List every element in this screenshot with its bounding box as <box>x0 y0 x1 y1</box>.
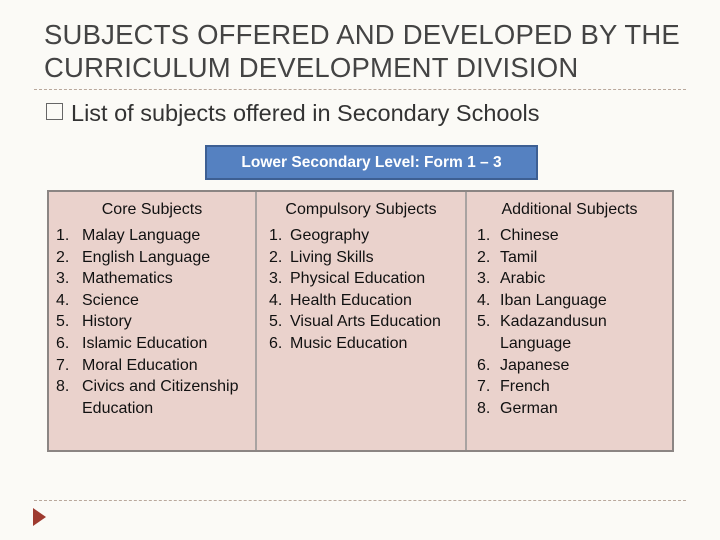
bullet-text: List of subjects offered in Secondary Schools <box>71 100 540 126</box>
slide-title: SUBJECTS OFFERED AND DEVELOPED BY THE CURRICULUM DEVELOPMENT DIVISION <box>44 19 680 83</box>
core-subjects-column <box>49 192 255 450</box>
list-item: 1. Geography <box>269 227 370 244</box>
list-item: 7. Moral Education <box>56 356 198 374</box>
level-banner: Lower Secondary Level: Form 1 – 3 <box>205 145 538 180</box>
list-item: 3. Mathematics <box>56 270 173 288</box>
list-item: 7. French <box>477 378 550 396</box>
bottom-divider <box>34 500 686 501</box>
list-item: 5. Kadazandusun Language <box>477 313 607 352</box>
subject-list <box>257 225 465 355</box>
column-header: Compulsory Subjects <box>285 200 437 218</box>
list-item: 8. Civics and Citizenship Education <box>56 378 239 417</box>
column-header: Additional Subjects <box>501 200 638 218</box>
list-item: 2. English Language <box>56 248 211 266</box>
additional-subjects-column <box>465 192 672 450</box>
list-item: 1. Malay Language <box>56 227 201 244</box>
list-item: 4. Science <box>56 291 139 309</box>
subjects-table <box>47 190 674 452</box>
list-item: 2. Living Skills <box>269 248 374 266</box>
list-item: 4. Health Education <box>269 291 412 309</box>
list-item: 3. Arabic <box>477 270 546 288</box>
square-bullet-icon <box>46 103 63 120</box>
list-item: 1. Chinese <box>477 227 559 244</box>
compulsory-subjects-column <box>255 192 465 450</box>
bullet-point <box>46 100 540 127</box>
top-divider <box>34 89 686 90</box>
column-header: Core Subjects <box>101 200 203 218</box>
list-item: 8. German <box>477 399 558 417</box>
list-item: 3. Physical Education <box>269 270 426 288</box>
subject-list <box>467 225 672 419</box>
list-item: 6. Japanese <box>477 356 570 374</box>
list-item: 2. Tamil <box>477 248 538 266</box>
list-item: 5. Visual Arts Education <box>269 313 441 331</box>
list-item: 4. Iban Language <box>477 291 607 309</box>
list-item: 6. Music Education <box>269 334 408 352</box>
play-arrow-icon <box>33 508 46 526</box>
subject-list <box>49 225 255 419</box>
list-item: 6. Islamic Education <box>56 334 208 352</box>
list-item: 5. History <box>56 313 132 331</box>
